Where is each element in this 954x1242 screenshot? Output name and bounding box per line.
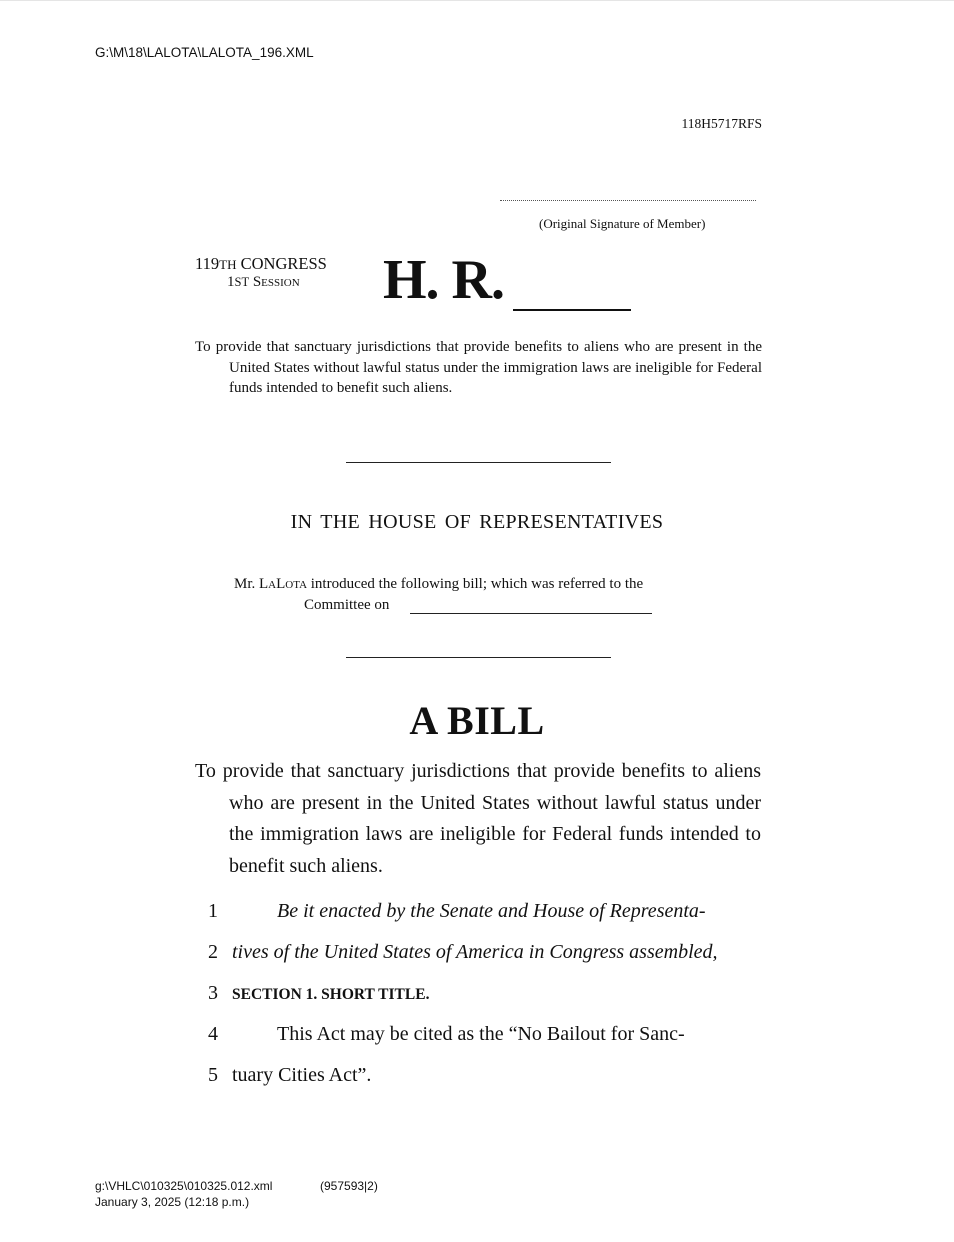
line-number: 3: [208, 982, 218, 1004]
committee-blank: [410, 613, 652, 614]
line-number: 2: [208, 941, 218, 963]
introduction-line: [234, 576, 643, 593]
section-text: This Act may be cited as the “No Bailout for Sanc-: [277, 1023, 685, 1045]
enacting-clause: Be it enacted by the Senate and House of Representa-: [277, 900, 706, 922]
hr-heading: H. R.: [383, 249, 504, 311]
signature-line: [500, 194, 756, 201]
session-label: [227, 273, 300, 292]
top-border: [0, 0, 954, 1]
summary-text: To provide that sanctuary jurisdictions that provide benefits to aliens who are present in the United States without lawful status under the immigration laws are ineligible for Federal funds intended to benefit such aliens.: [195, 339, 762, 396]
congress-number: 119: [195, 254, 220, 273]
divider-rule: [346, 657, 611, 658]
congress-ordinal: TH: [219, 257, 237, 272]
house-title: IN THE HOUSE OF REPRESENTATIVES: [290, 511, 664, 533]
bill-number-blank: [513, 309, 631, 311]
congress-label: [195, 254, 327, 274]
bill-heading: A BILL: [409, 698, 545, 743]
bill-summary: [195, 337, 762, 399]
line-number: 5: [208, 1064, 218, 1086]
congress-word: CONGRESS: [240, 254, 327, 273]
line-number: 4: [208, 1023, 218, 1045]
signature-caption: (Original Signature of Member): [539, 216, 706, 231]
committee-line: Committee on: [304, 597, 390, 613]
session-ordinal: ST: [234, 275, 250, 289]
introduction-text: introduced the following bill; which was referred to the: [310, 576, 644, 592]
session-word: Session: [252, 274, 300, 290]
section-text: tuary Cities Act”.: [232, 1064, 372, 1086]
footer-timestamp: January 3, 2025 (12:18 p.m.): [95, 1195, 250, 1209]
footer-file: g:\VHLC\010325\010325.012.xml: [95, 1179, 273, 1193]
session-number: 1: [227, 274, 235, 290]
bill-long-title: [195, 756, 761, 882]
line-number: 1: [208, 900, 218, 922]
file-path: G:\M\18\LALOTA\LALOTA_196.XML: [95, 45, 314, 60]
section-heading: SECTION 1. SHORT TITLE.: [232, 986, 430, 1003]
member-prefix: Mr.: [234, 576, 256, 592]
member-name: LaLota: [259, 576, 308, 592]
divider-rule: [346, 462, 611, 463]
enacting-clause: tives of the United States of America in Congress assembled,: [232, 941, 718, 963]
document-code: 118H5717RFS: [681, 116, 762, 131]
long-title-text: To provide that sanctuary jurisdictions that provide benefits to aliens who are present in the United States without lawful status under the immigration laws are ineligible for Federal funds intended to benefit such aliens.: [195, 760, 761, 877]
footer-code: (957593|2): [320, 1179, 378, 1193]
